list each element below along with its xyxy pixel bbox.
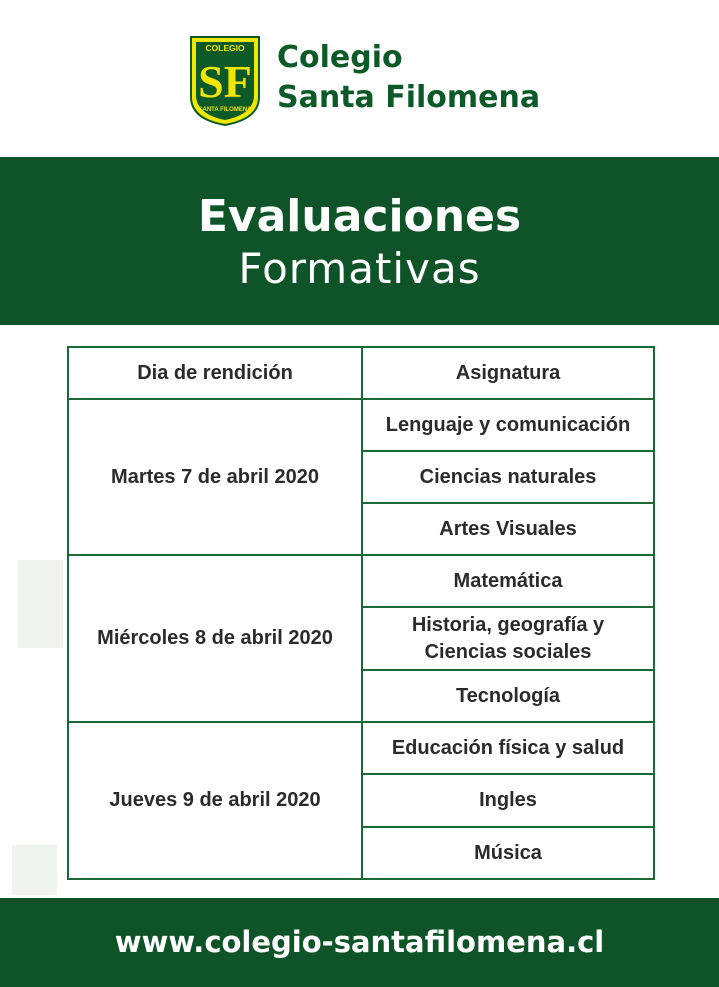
banner-subtitle: Formativas	[238, 244, 481, 293]
footer-bar	[0, 898, 719, 987]
school-name	[277, 38, 540, 118]
school-name-line2: Santa Filomena	[277, 80, 541, 115]
day-cell: Jueves 9 de abril 2020	[68, 722, 362, 879]
day-cell: Miércoles 8 de abril 2020	[68, 555, 362, 722]
subject-cell: Música	[362, 827, 654, 879]
watermark-logo	[18, 560, 63, 648]
website-link[interactable]: www.colegio-santafilomena.cl	[114, 925, 605, 959]
table-row	[68, 722, 654, 774]
subject-cell	[362, 607, 654, 670]
table-row	[68, 555, 654, 607]
subject-cell: Artes Visuales	[362, 503, 654, 555]
subject-cell: Tecnología	[362, 670, 654, 722]
evaluation-schedule-table	[67, 346, 655, 880]
school-crest-logo	[189, 35, 261, 127]
subject-cell: Educación física y salud	[362, 722, 654, 774]
watermark-logo	[12, 845, 57, 895]
subject-cell: Matemática	[362, 555, 654, 607]
header-day: Dia de rendición	[68, 347, 362, 399]
table-row	[68, 399, 654, 451]
logo-monogram: SF	[198, 56, 252, 107]
subject-line: Historia, geografía y Ciencias sociales	[411, 613, 605, 663]
subject-cell: Ciencias naturales	[362, 451, 654, 503]
day-cell: Martes 7 de abril 2020	[68, 399, 362, 555]
title-banner	[0, 157, 719, 325]
school-name-line1: Colegio	[277, 40, 403, 75]
subject-cell: Lenguaje y comunicación	[362, 399, 654, 451]
table-header-row	[68, 347, 654, 399]
banner-title: Evaluaciones	[197, 191, 522, 242]
logo-top-text: COLEGIO	[205, 43, 245, 53]
header-subject: Asignatura	[362, 347, 654, 399]
subject-cell: Ingles	[362, 774, 654, 827]
logo-bottom-text: SANTA FILOMENA	[198, 107, 252, 113]
